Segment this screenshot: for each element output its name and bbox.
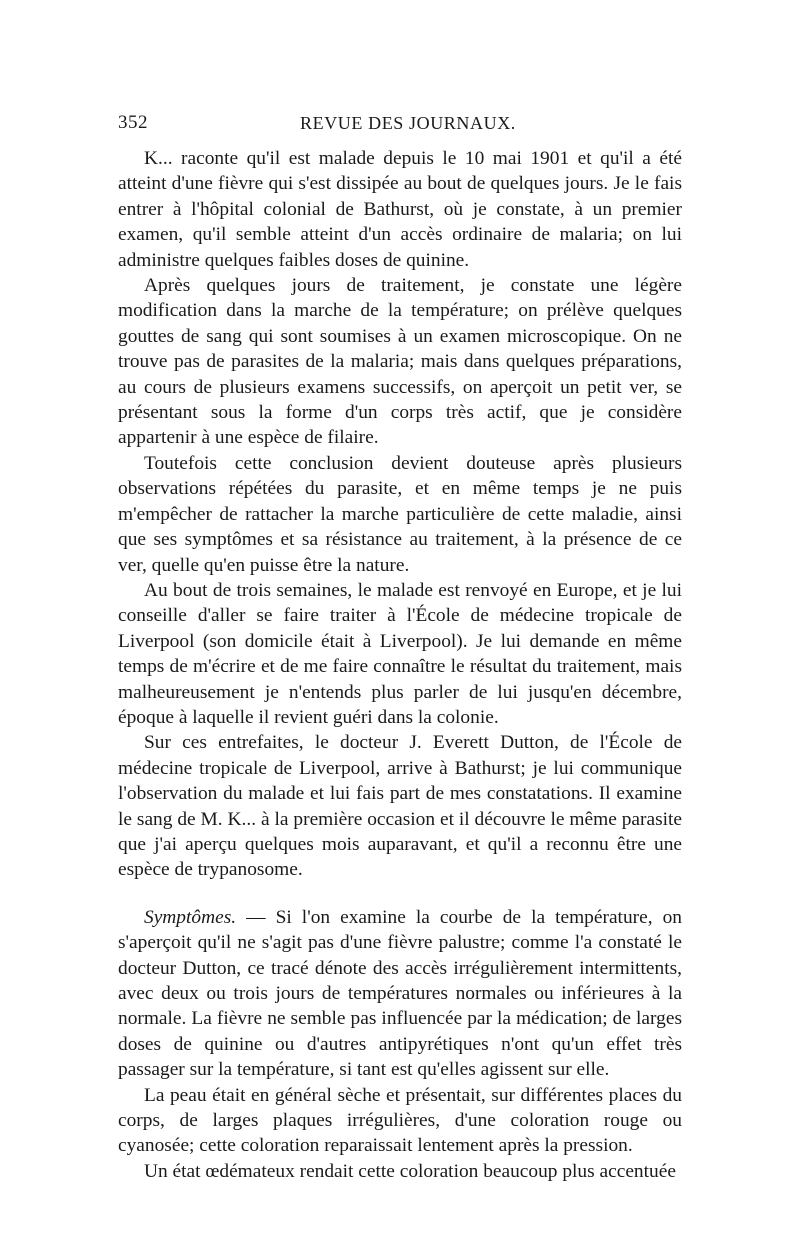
article-body xyxy=(118,146,682,883)
symptoms-lead-text: — Si l'on examine la courbe de la température, on s'aperçoit qu'il ne s'agit pas d'une fièvre palustre; comme l'a constaté le docteur Dutton, ce tracé dénote des accès irrégulièrement intermittents, avec deux ou trois jours de températures normales ou inférieures à la normale. La fièvre ne semble pas influencée par la médication; de larges doses de quinine ou d'autres antipyrétiques n'ont qu'un effet très passager sur la température, si tant est qu'elles agissent sur elle. xyxy=(118,906,682,1081)
page-header xyxy=(118,108,682,138)
body-paragraph-5: Sur ces entrefaites, le docteur J. Everett Dutton, de l'École de médecine tropicale de Liverpool, arrive à Bathurst; je lui communique l'observation du malade et lui fais part de mes constatations. Il examine le sang de M. K... à la première occasion et il découvre le même parasite que j'ai aperçu quelques mois auparavant, et qu'il a reconnu être une espèce de trypanosome. xyxy=(118,732,682,881)
body-paragraph-4: Au bout de trois semaines, le malade est renvoyé en Europe, et je lui conseille d'aller se faire traiter à l'École de médecine tropicale de Liverpool (son domicile était à Liverpool). Je lui demande en même temps de m'écrire et de me faire connaître le résultat du traitement, mais malheureusement je n'entends plus parler de lui jusqu'en décembre, époque à laquelle il revient guéri dans la colonie. xyxy=(118,579,682,728)
body-paragraph-2: Après quelques jours de traitement, je constate une légère modification dans la marche de la température; on prélève quelques gouttes de sang qui sont soumises à un examen microscopique. On ne trouve pas de parasites de la malaria; mais dans quelques préparations, au cours de plusieurs examens successifs, on aperçoit un petit ver, se présentant sous la forme d'un corps très actif, que je considère appartenir à une espèce de filaire. xyxy=(118,275,682,449)
symptoms-paragraph-2: La peau était en général sèche et présentait, sur différentes places du corps, de larges plaques irrégulières, d'une coloration rouge ou cyanosée; cette coloration reparaissait lentement après la pression. xyxy=(118,1084,682,1157)
symptoms-paragraph-1 xyxy=(118,905,682,1083)
section-title: Symptômes. xyxy=(144,906,237,928)
body-paragraph-3: Toutefois cette conclusion devient douteuse après plusieurs observations répétées du parasite, et en même temps je ne puis m'empêcher de rattacher la marche particulière de cette maladie, ainsi que ses symptômes et sa résistance au traitement, à la présence de ce ver, quelle qu'en puisse être la nature. xyxy=(118,452,682,576)
page-number: 352 xyxy=(118,112,148,133)
symptoms-paragraph-3: Un état œdémateux rendait cette coloration beaucoup plus accentuée xyxy=(144,1160,676,1182)
running-title: REVUE DES JOURNAUX. xyxy=(300,113,516,133)
section-spacer xyxy=(118,883,682,905)
body-paragraph-1: K... raconte qu'il est malade depuis le 10 mai 1901 et qu'il a été atteint d'une fièvre qui s'est dissipée au bout de quelques jours. Je le fais entrer à l'hôpital colonial de Bathurst, où je constate, à un premier examen, qu'il semble atteint d'un accès ordinaire de malaria; on lui administre quelques faibles doses de quinine. xyxy=(118,148,682,271)
journal-page xyxy=(118,108,682,1184)
symptoms-section xyxy=(118,905,682,1184)
